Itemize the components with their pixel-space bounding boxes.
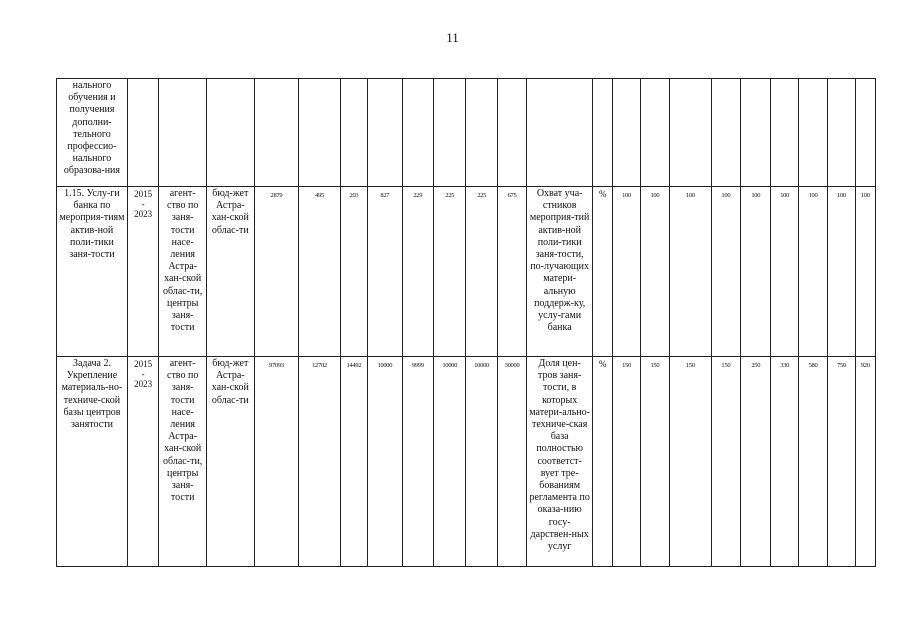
- target-value-cell: 150: [613, 357, 640, 567]
- years-cell: [127, 187, 158, 357]
- funding-value-cell: [340, 79, 367, 187]
- funding-value-cell: 30000: [497, 357, 526, 567]
- funding-value-cell: [433, 79, 465, 187]
- target-value-cell: 100: [798, 187, 827, 357]
- funding-value-cell: 225: [466, 187, 497, 357]
- target-value-cell: 580: [798, 357, 827, 567]
- target-value-cell: [771, 79, 798, 187]
- unit-cell: %: [593, 187, 613, 357]
- indicator-cell: Охват уча-стников мероприя-тий актив-ной поли-тики заня-тости, по-лучающих матери-альную поддерж-ку, услу-гами банка: [527, 187, 593, 357]
- funding-value-cell: 10000: [433, 357, 465, 567]
- target-value-cell: 330: [771, 357, 798, 567]
- funding-value-cell: 97093: [254, 357, 299, 567]
- target-value-cell: [828, 79, 855, 187]
- year-end: 2023: [134, 209, 153, 220]
- page-number: 11: [446, 30, 459, 45]
- funding-value-cell: 9999: [402, 357, 433, 567]
- funding-value-cell: 229: [402, 187, 433, 357]
- year-end: 2023: [134, 379, 153, 390]
- executor-cell: агент-ство по заня-тости насе-ления Астра-хан-ской облас-ти, центры заня-тости: [159, 357, 207, 567]
- years-cell: [127, 357, 158, 567]
- target-value-cell: 150: [640, 357, 669, 567]
- funding-value-cell: 14492: [340, 357, 367, 567]
- measure-name-cell: нального обучения и получения дополни-тельного профессио-нального образова-ния: [57, 79, 128, 187]
- funding-value-cell: [254, 79, 299, 187]
- funding-value-cell: 10000: [368, 357, 402, 567]
- target-value-cell: 100: [613, 187, 640, 357]
- target-value-cell: 100: [670, 187, 712, 357]
- target-value-cell: 250: [741, 357, 771, 567]
- measure-name-cell: 1.15. Услу-ги банка по мероприя-тиям актив-ной поли-тики заня-тости: [57, 187, 128, 357]
- unit-cell: %: [593, 357, 613, 567]
- target-value-cell: [613, 79, 640, 187]
- funding-source-cell: бюд-жет Астра-хан-ской облас-ти: [206, 357, 254, 567]
- funding-value-cell: [368, 79, 402, 187]
- table-row: [57, 79, 876, 187]
- table-row: [57, 357, 876, 567]
- funding-value-cell: [402, 79, 433, 187]
- funding-value-cell: 675: [497, 187, 526, 357]
- table-row: [57, 187, 876, 357]
- target-value-cell: 150: [711, 357, 740, 567]
- target-value-cell: 100: [640, 187, 669, 357]
- indicator-cell: Доля цен-тров заня-тости, в которых матери-ально-техниче-ская база полностью соответст-вует тре-бованиям регламента по оказа-нию госу-дарствен-ных услуг: [527, 357, 593, 567]
- funding-source-cell: бюд-жет Астра-хан-ской облас-ти: [206, 187, 254, 357]
- target-value-cell: [798, 79, 827, 187]
- years-cell: [127, 79, 158, 187]
- executor-cell: [159, 79, 207, 187]
- target-value-cell: [741, 79, 771, 187]
- year-start: 2015: [134, 189, 153, 199]
- target-value-cell: 100: [741, 187, 771, 357]
- target-value-cell: [711, 79, 740, 187]
- target-value-cell: 750: [828, 357, 855, 567]
- unit-cell: [593, 79, 613, 187]
- funding-value-cell: 10000: [466, 357, 497, 567]
- year-start: 2015: [134, 359, 153, 369]
- target-value-cell: 100: [855, 187, 875, 357]
- funding-source-cell: [206, 79, 254, 187]
- target-value-cell: [670, 79, 712, 187]
- target-value-cell: [855, 79, 875, 187]
- target-value-cell: 920: [855, 357, 875, 567]
- funding-value-cell: 225: [433, 187, 465, 357]
- funding-value-cell: [299, 79, 341, 187]
- funding-value-cell: [466, 79, 497, 187]
- target-value-cell: [640, 79, 669, 187]
- funding-value-cell: 203: [340, 187, 367, 357]
- year-dash: -: [141, 369, 145, 380]
- target-value-cell: 150: [670, 357, 712, 567]
- funding-value-cell: 12702: [299, 357, 341, 567]
- funding-value-cell: 827: [368, 187, 402, 357]
- target-value-cell: 100: [828, 187, 855, 357]
- executor-cell: агент-ство по заня-тости насе-ления Астра-хан-ской облас-ти, центры заня-тости: [159, 187, 207, 357]
- funding-value-cell: 495: [299, 187, 341, 357]
- funding-value-cell: 2879: [254, 187, 299, 357]
- program-table: [56, 78, 876, 567]
- year-dash: -: [141, 199, 145, 210]
- measure-name-cell: Задача 2. Укрепление материаль-но-техниче-ской базы центров занятости: [57, 357, 128, 567]
- target-value-cell: 100: [711, 187, 740, 357]
- funding-value-cell: [497, 79, 526, 187]
- target-value-cell: 100: [771, 187, 798, 357]
- indicator-cell: [527, 79, 593, 187]
